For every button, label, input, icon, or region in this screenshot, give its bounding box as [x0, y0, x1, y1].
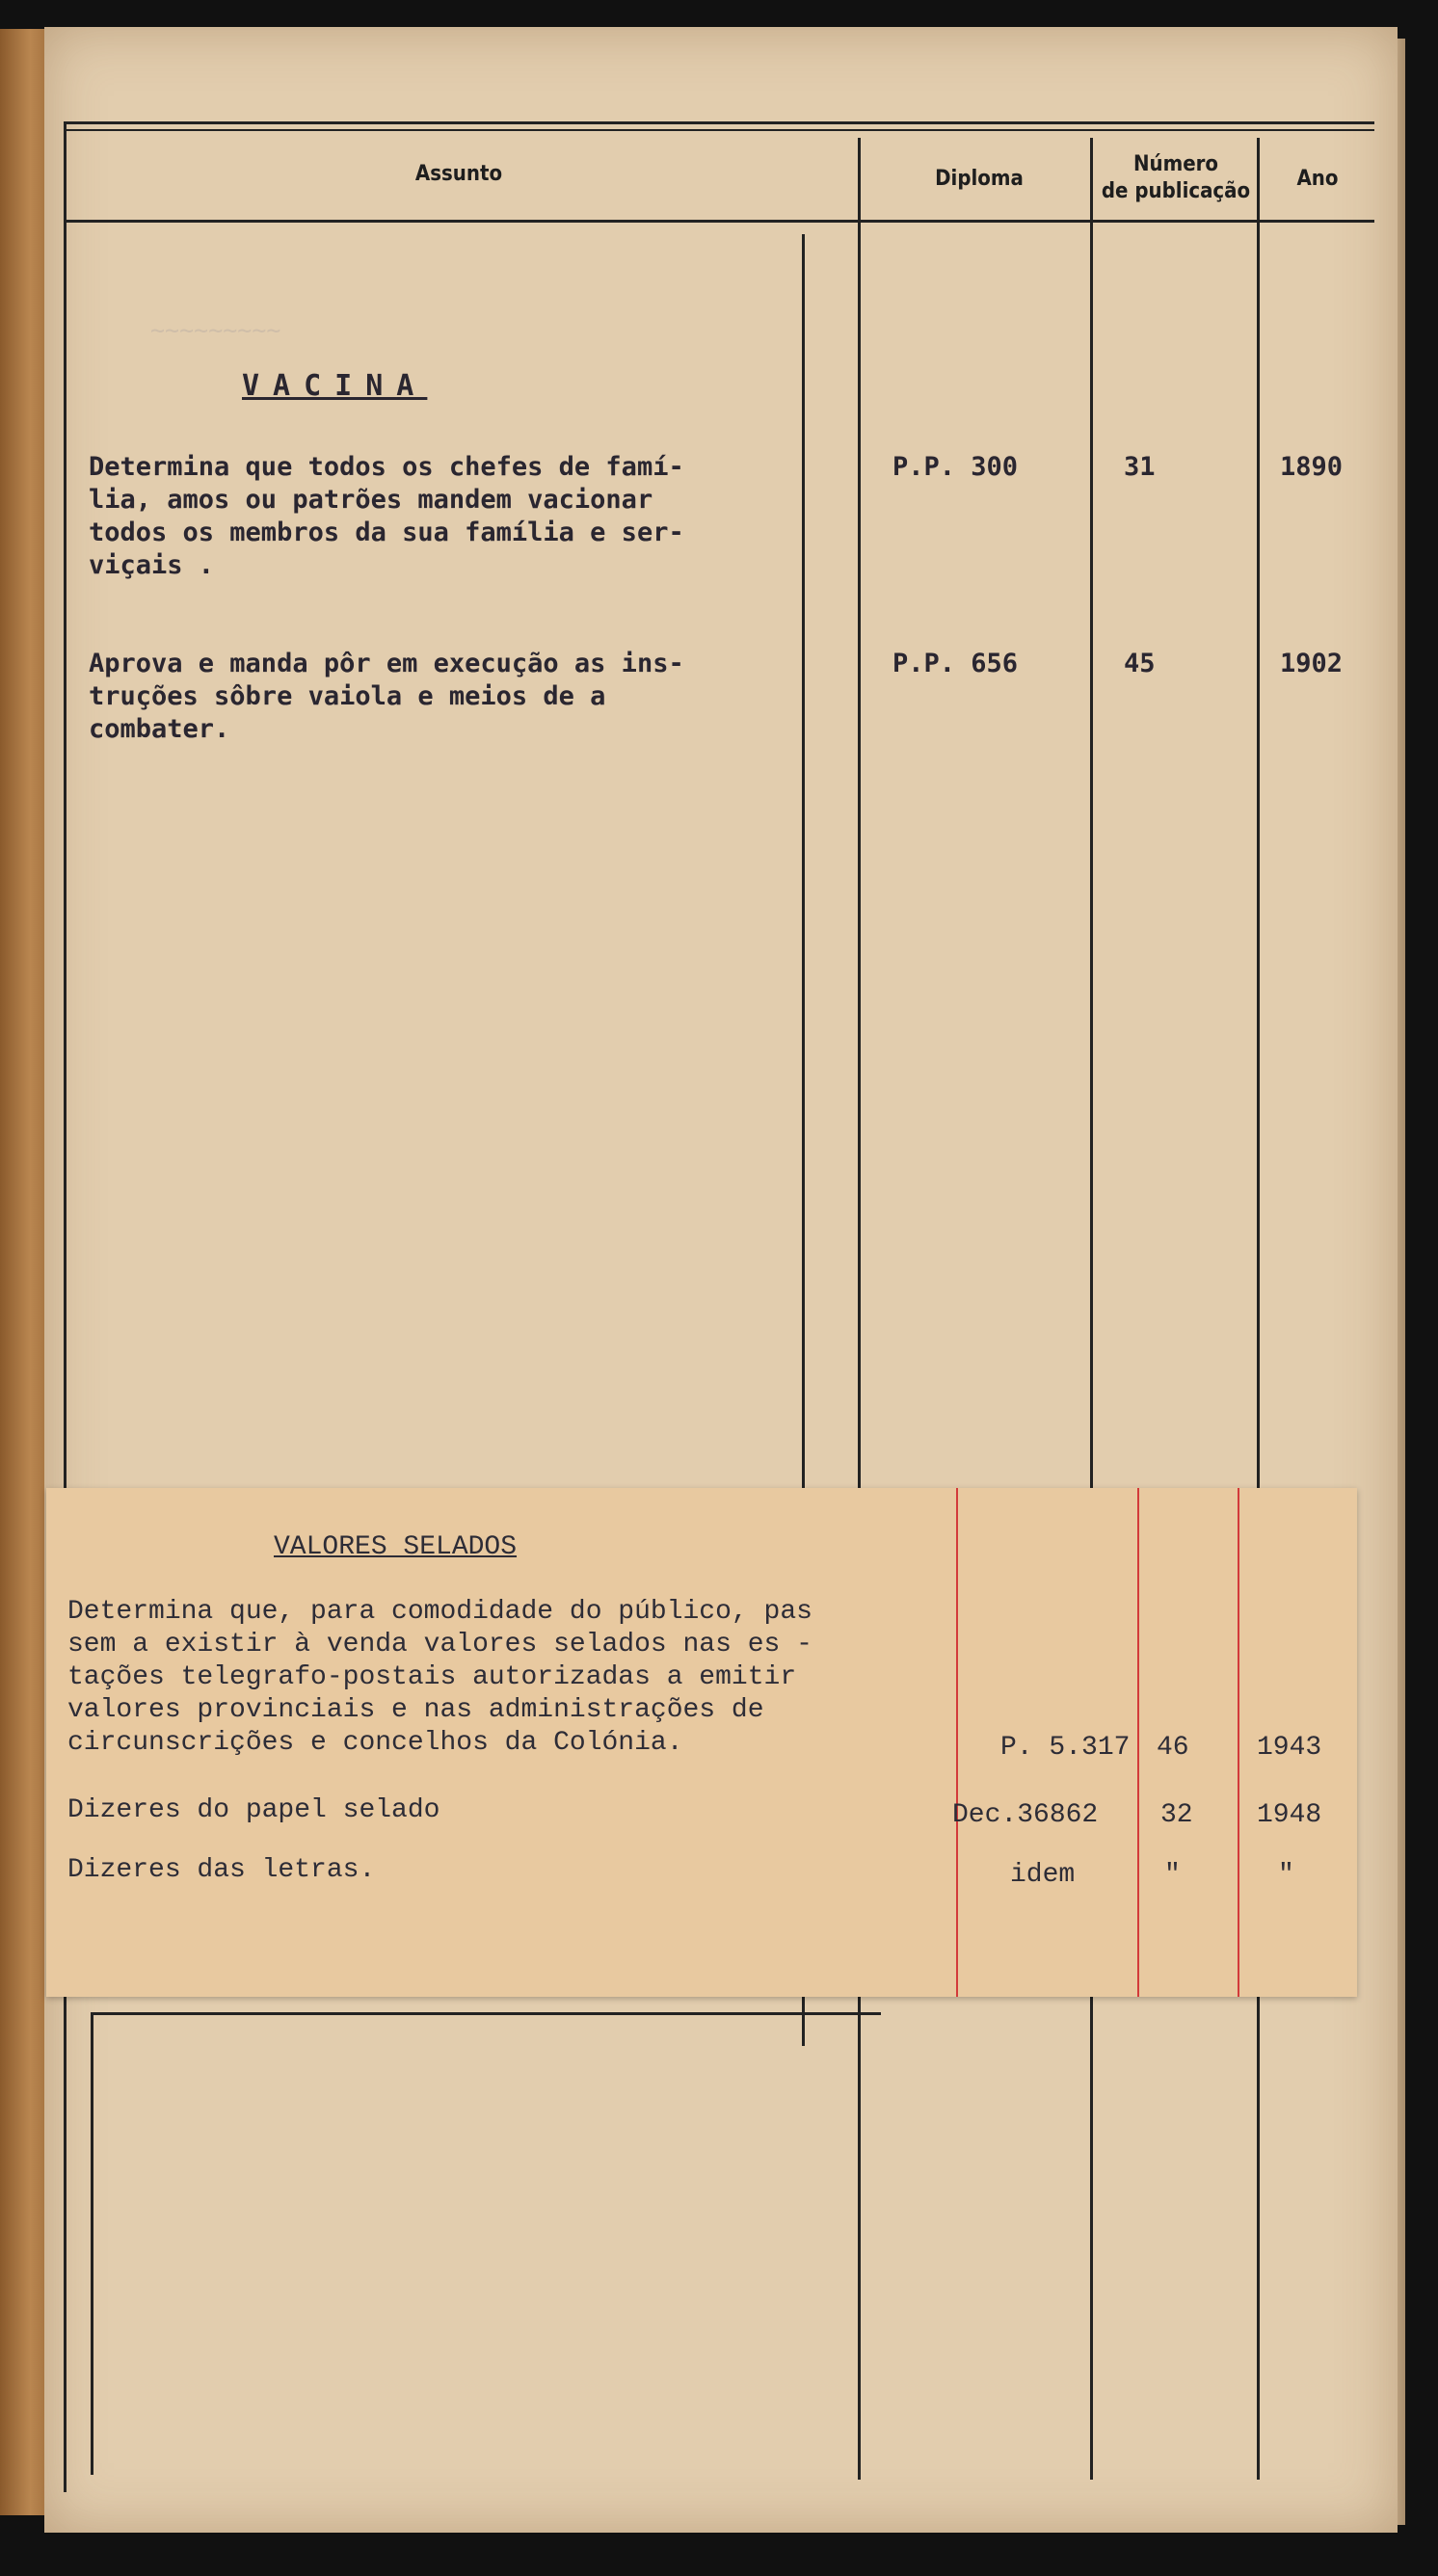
- vacina-entry-1-assunto: Determina que todos os chefes de famí- lia, amos ou patrões mandem vacionar todos os membros da sua família e ser- viçais .: [89, 452, 684, 580]
- col-rule-ano: [1257, 138, 1260, 2480]
- top-rule-1: [64, 121, 1374, 124]
- valores-entry-2-assunto: Dizeres do papel selado: [67, 1795, 440, 1825]
- valores-entry-1-ano: 1943: [1257, 1733, 1322, 1763]
- vacina-entry-1-diploma: P.P. 300: [892, 452, 1019, 482]
- valores-entry-1-numero: 46: [1157, 1733, 1189, 1763]
- book-spine: [0, 29, 50, 2515]
- section-title-vacina: VACINA: [242, 369, 428, 403]
- valores-entry-3-assunto: Dizeres das letras.: [67, 1855, 376, 1885]
- valores-entry-3-diploma: idem: [1010, 1860, 1076, 1890]
- top-rule-2: [64, 129, 1374, 131]
- lower-inner-rule: [91, 2012, 93, 2475]
- valores-entry-3-ano: ": [1278, 1860, 1294, 1890]
- col-rule-numero: [1090, 138, 1093, 2480]
- vacina-entry-2-numero: 45: [1124, 649, 1156, 678]
- red-rule-numero: [1137, 1488, 1139, 1997]
- valores-entry-2-ano: 1948: [1257, 1800, 1322, 1830]
- left-border: [64, 121, 67, 2492]
- header-ano: Ano: [1296, 167, 1339, 191]
- valores-entry-2-diploma: Dec.36862: [952, 1800, 1099, 1830]
- lower-horizontal-rule: [91, 2012, 881, 2015]
- valores-entry-3-numero: ": [1164, 1860, 1181, 1890]
- col-rule-diploma: [858, 138, 861, 2480]
- pasted-slip-valores-selados: [46, 1488, 1357, 1997]
- valores-entry-1-assunto: Determina que, para comodidade do público, pas sem a existir à venda valores selados nas es - tações telegrafo-postais autorizadas a emitir valores provinciais e nas administrações de circunscrições e concelhos da Colónia.: [67, 1597, 812, 1758]
- valores-entry-1-diploma: P. 5.317: [1000, 1733, 1131, 1763]
- red-rule-diploma: [956, 1488, 958, 1997]
- header-assunto: Assunto: [414, 162, 503, 186]
- header-numero-line2: de publicação: [1101, 179, 1251, 203]
- vacina-entry-2-ano: 1902: [1280, 649, 1344, 678]
- header-numero-line1: Número: [1132, 152, 1219, 176]
- vacina-entry-2-assunto: Aprova e manda pôr em execução as ins- truções sôbre vaiola e meios de a combater.: [89, 649, 684, 744]
- header-diploma: Diploma: [935, 167, 1024, 191]
- bleed-through-mark: ~~~~~~~~~: [150, 316, 281, 344]
- vacina-entry-1-ano: 1890: [1280, 452, 1344, 482]
- section-title-valores-selados: VALORES SELADOS: [274, 1532, 518, 1562]
- vacina-entry-2-diploma: P.P. 656: [892, 649, 1019, 678]
- vacina-entry-1-numero: 31: [1124, 452, 1156, 482]
- red-rule-ano: [1238, 1488, 1239, 1997]
- valores-entry-2-numero: 32: [1160, 1800, 1193, 1830]
- header-bottom-rule: [64, 220, 1374, 223]
- ledger-page: [44, 27, 1398, 2533]
